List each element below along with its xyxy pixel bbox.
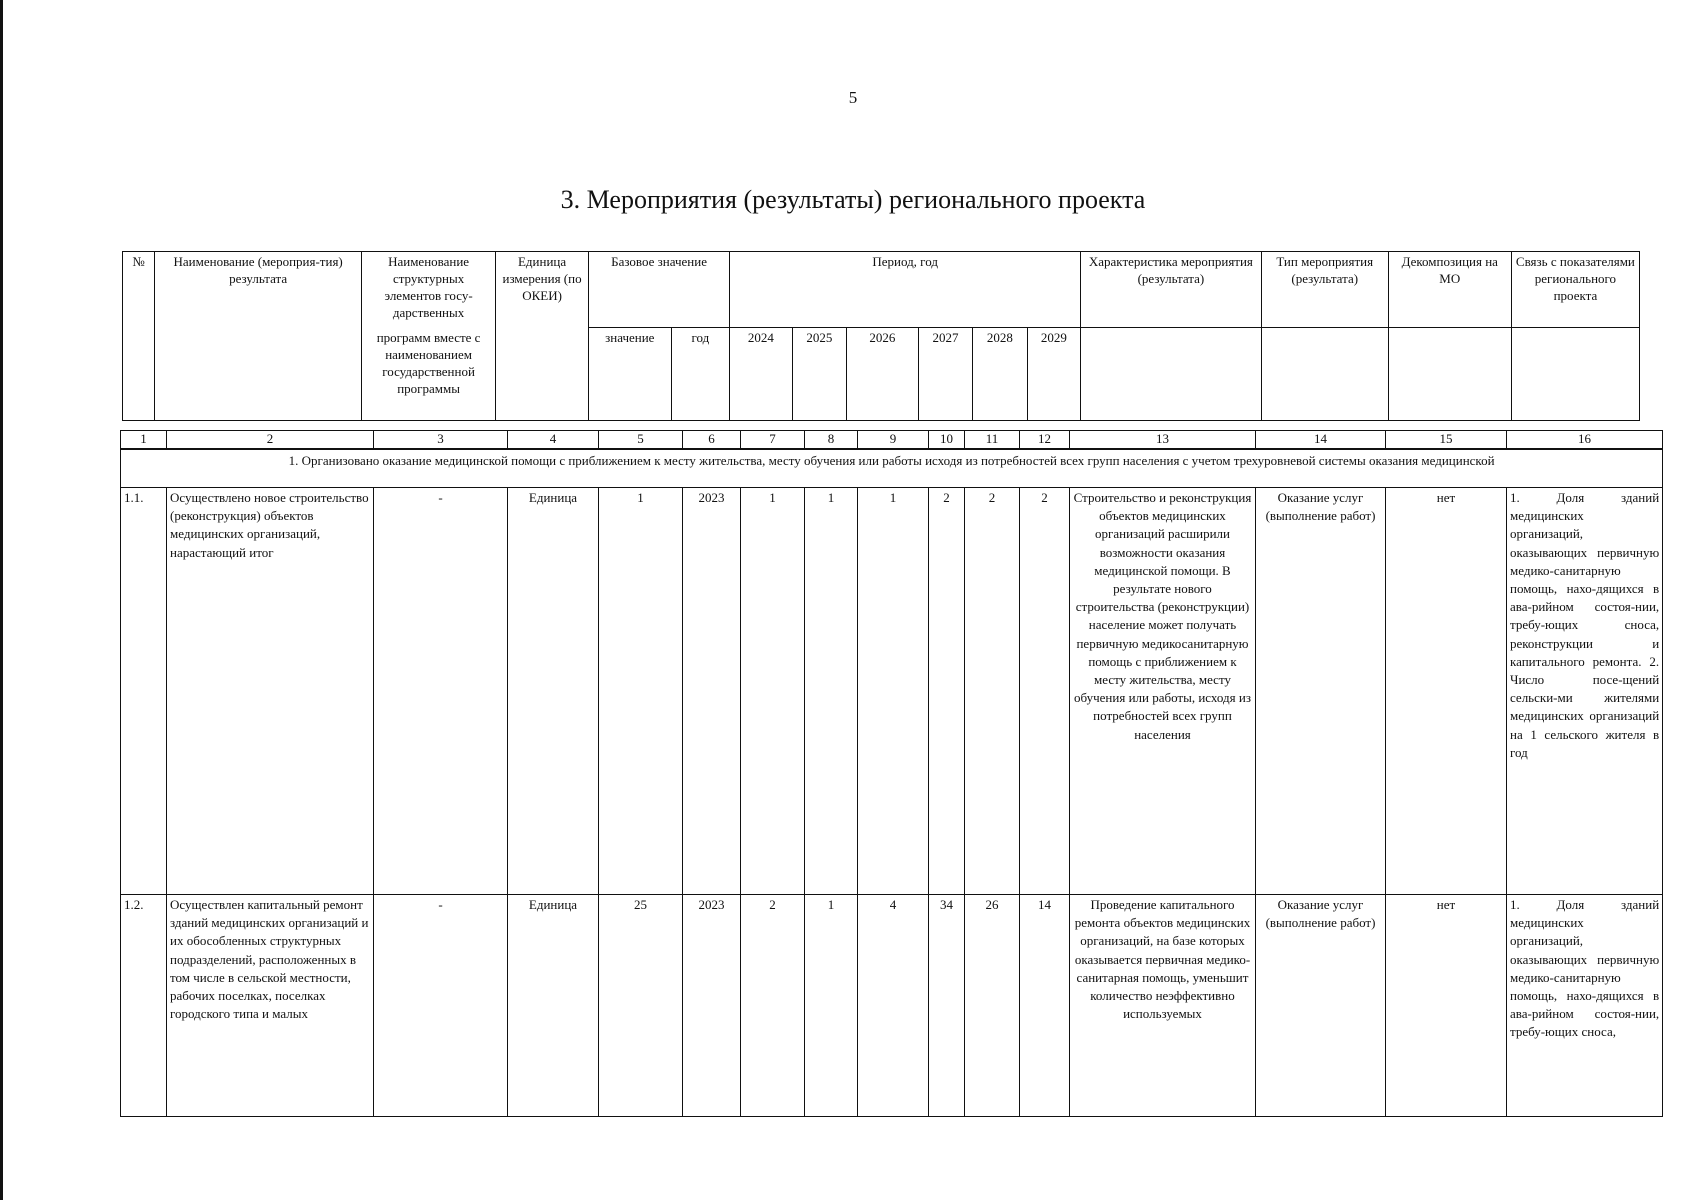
header-year: 2025: [792, 328, 846, 421]
header-base-value: значение: [588, 328, 671, 421]
year-value: 1: [741, 488, 805, 895]
link-cell: 1. Доля зданий медицинских организаций, оказывающих первичную медико-санитарную помощь, нахо-дящихся в ава-рийном состоя-нии, требу-ющих сноса,: [1507, 895, 1663, 1117]
row-number: 1.1.: [121, 488, 167, 895]
header-unit: Единица измерения (по ОКЕИ): [496, 252, 589, 421]
decomposition-cell: нет: [1386, 488, 1507, 895]
header-empty: [1511, 328, 1639, 421]
result-name: Осуществлен капитальный ремонт зданий медицинских организаций и их обособленных структурных подразделений, расположенных в том числе в сельской местности, рабочих поселках, поселках городского типа и малых: [167, 895, 374, 1117]
column-number: 15: [1386, 431, 1507, 449]
header-decomposition: Декомпозиция на МО: [1388, 252, 1511, 328]
scan-edge: [0, 0, 3, 1200]
year-value: 1: [805, 895, 858, 1117]
section-row: [121, 450, 1663, 488]
header-type: Тип мероприятия (результата): [1261, 252, 1388, 328]
header-year: 2027: [918, 328, 972, 421]
column-number-row: [121, 431, 1663, 449]
header-base-year: год: [671, 328, 730, 421]
header-period: Период, год: [730, 252, 1081, 328]
year-value: 26: [965, 895, 1020, 1117]
column-number: 10: [929, 431, 965, 449]
link-cell: 1. Доля зданий медицинских организаций, оказывающих первичную медико-санитарную помощь, нахо-дящихся в ава-рийном состоя-нии, требу-ющих сноса, реконструкции и капитального ремонта. 2. Число посе-щений сельски-ми жителями медицинских организаций на 1 сельского жителя в год: [1507, 488, 1663, 895]
characteristic-cell: Проведение капитального ремонта объектов медицинских организаций, на базе которых оказывается первичная медико-санитарная помощь, уменьшит количество неэффективно используемых: [1070, 895, 1256, 1117]
header-year: 2028: [973, 328, 1027, 421]
column-number: 14: [1256, 431, 1386, 449]
table-row: [121, 895, 1663, 1117]
page-title: 3. Мероприятия (результаты) регионального проекта: [560, 185, 1146, 214]
type-cell: Оказание услуг (выполнение работ): [1256, 895, 1386, 1117]
year-value: 1: [805, 488, 858, 895]
base-year: 2023: [683, 488, 741, 895]
header-structural: Наименование структурных элементов госу-дарственных: [362, 252, 496, 328]
column-number: 13: [1070, 431, 1256, 449]
header-no: №: [123, 252, 155, 421]
decomposition-cell: нет: [1386, 895, 1507, 1117]
header-empty: [1388, 328, 1511, 421]
table-row: [121, 488, 1663, 895]
header-table: [122, 251, 1640, 421]
year-value: 4: [858, 895, 929, 1117]
type-cell: Оказание услуг (выполнение работ): [1256, 488, 1386, 895]
column-number: 2: [167, 431, 374, 449]
year-value: 2: [965, 488, 1020, 895]
year-value: 2: [929, 488, 965, 895]
base-value: 1: [599, 488, 683, 895]
column-number: 6: [683, 431, 741, 449]
year-value: 1: [858, 488, 929, 895]
data-table-body: [120, 449, 1663, 1117]
year-value: 2: [1020, 488, 1070, 895]
base-year: 2023: [683, 895, 741, 1117]
header-year: 2024: [730, 328, 793, 421]
header-characteristic: Характеристика мероприятия (результата): [1081, 252, 1262, 328]
unit-cell: Единица: [508, 488, 599, 895]
column-number: 8: [805, 431, 858, 449]
column-number: 5: [599, 431, 683, 449]
unit-cell: Единица: [508, 895, 599, 1117]
header-year: 2026: [847, 328, 919, 421]
column-number: 4: [508, 431, 599, 449]
header-empty: [1261, 328, 1388, 421]
structural-element: -: [374, 488, 508, 895]
header-empty: [1081, 328, 1262, 421]
header-base: Базовое значение: [588, 252, 729, 328]
column-number: 7: [741, 431, 805, 449]
header-year: 2029: [1027, 328, 1081, 421]
year-value: 14: [1020, 895, 1070, 1117]
section-title: 1. Организовано оказание медицинской помощи с приближением к месту жительства, месту обучения или работы исходя из потребностей всех групп населения с учетом трехуровневой системы оказания медицинской: [121, 450, 1663, 488]
year-value: 2: [741, 895, 805, 1117]
data-table: [120, 430, 1663, 449]
structural-element: -: [374, 895, 508, 1117]
column-number: 16: [1507, 431, 1663, 449]
column-number: 3: [374, 431, 508, 449]
year-value: 34: [929, 895, 965, 1117]
header-link: Связь с показателями регионального проекта: [1511, 252, 1639, 328]
column-number: 1: [121, 431, 167, 449]
base-value: 25: [599, 895, 683, 1117]
page-number: 5: [848, 88, 858, 107]
column-number: 12: [1020, 431, 1070, 449]
header-structural-cont: программ вместе с наименованием государственной программы: [362, 328, 496, 421]
row-number: 1.2.: [121, 895, 167, 1117]
column-number: 11: [965, 431, 1020, 449]
result-name: Осуществлено новое строительство (реконструкция) объектов медицинских организаций, нарастающий итог: [167, 488, 374, 895]
column-number: 9: [858, 431, 929, 449]
characteristic-cell: Строительство и реконструкция объектов медицинских организаций расширили возможности оказания медицинской помощи. В результате нового строительства (реконструкции) население может получать первичную медикосанитарную помощь с приближением к месту жительства, месту обучения или работы, исходя из потребностей всех групп населения: [1070, 488, 1256, 895]
header-name: Наименование (мероприя-тия) результата: [155, 252, 362, 421]
